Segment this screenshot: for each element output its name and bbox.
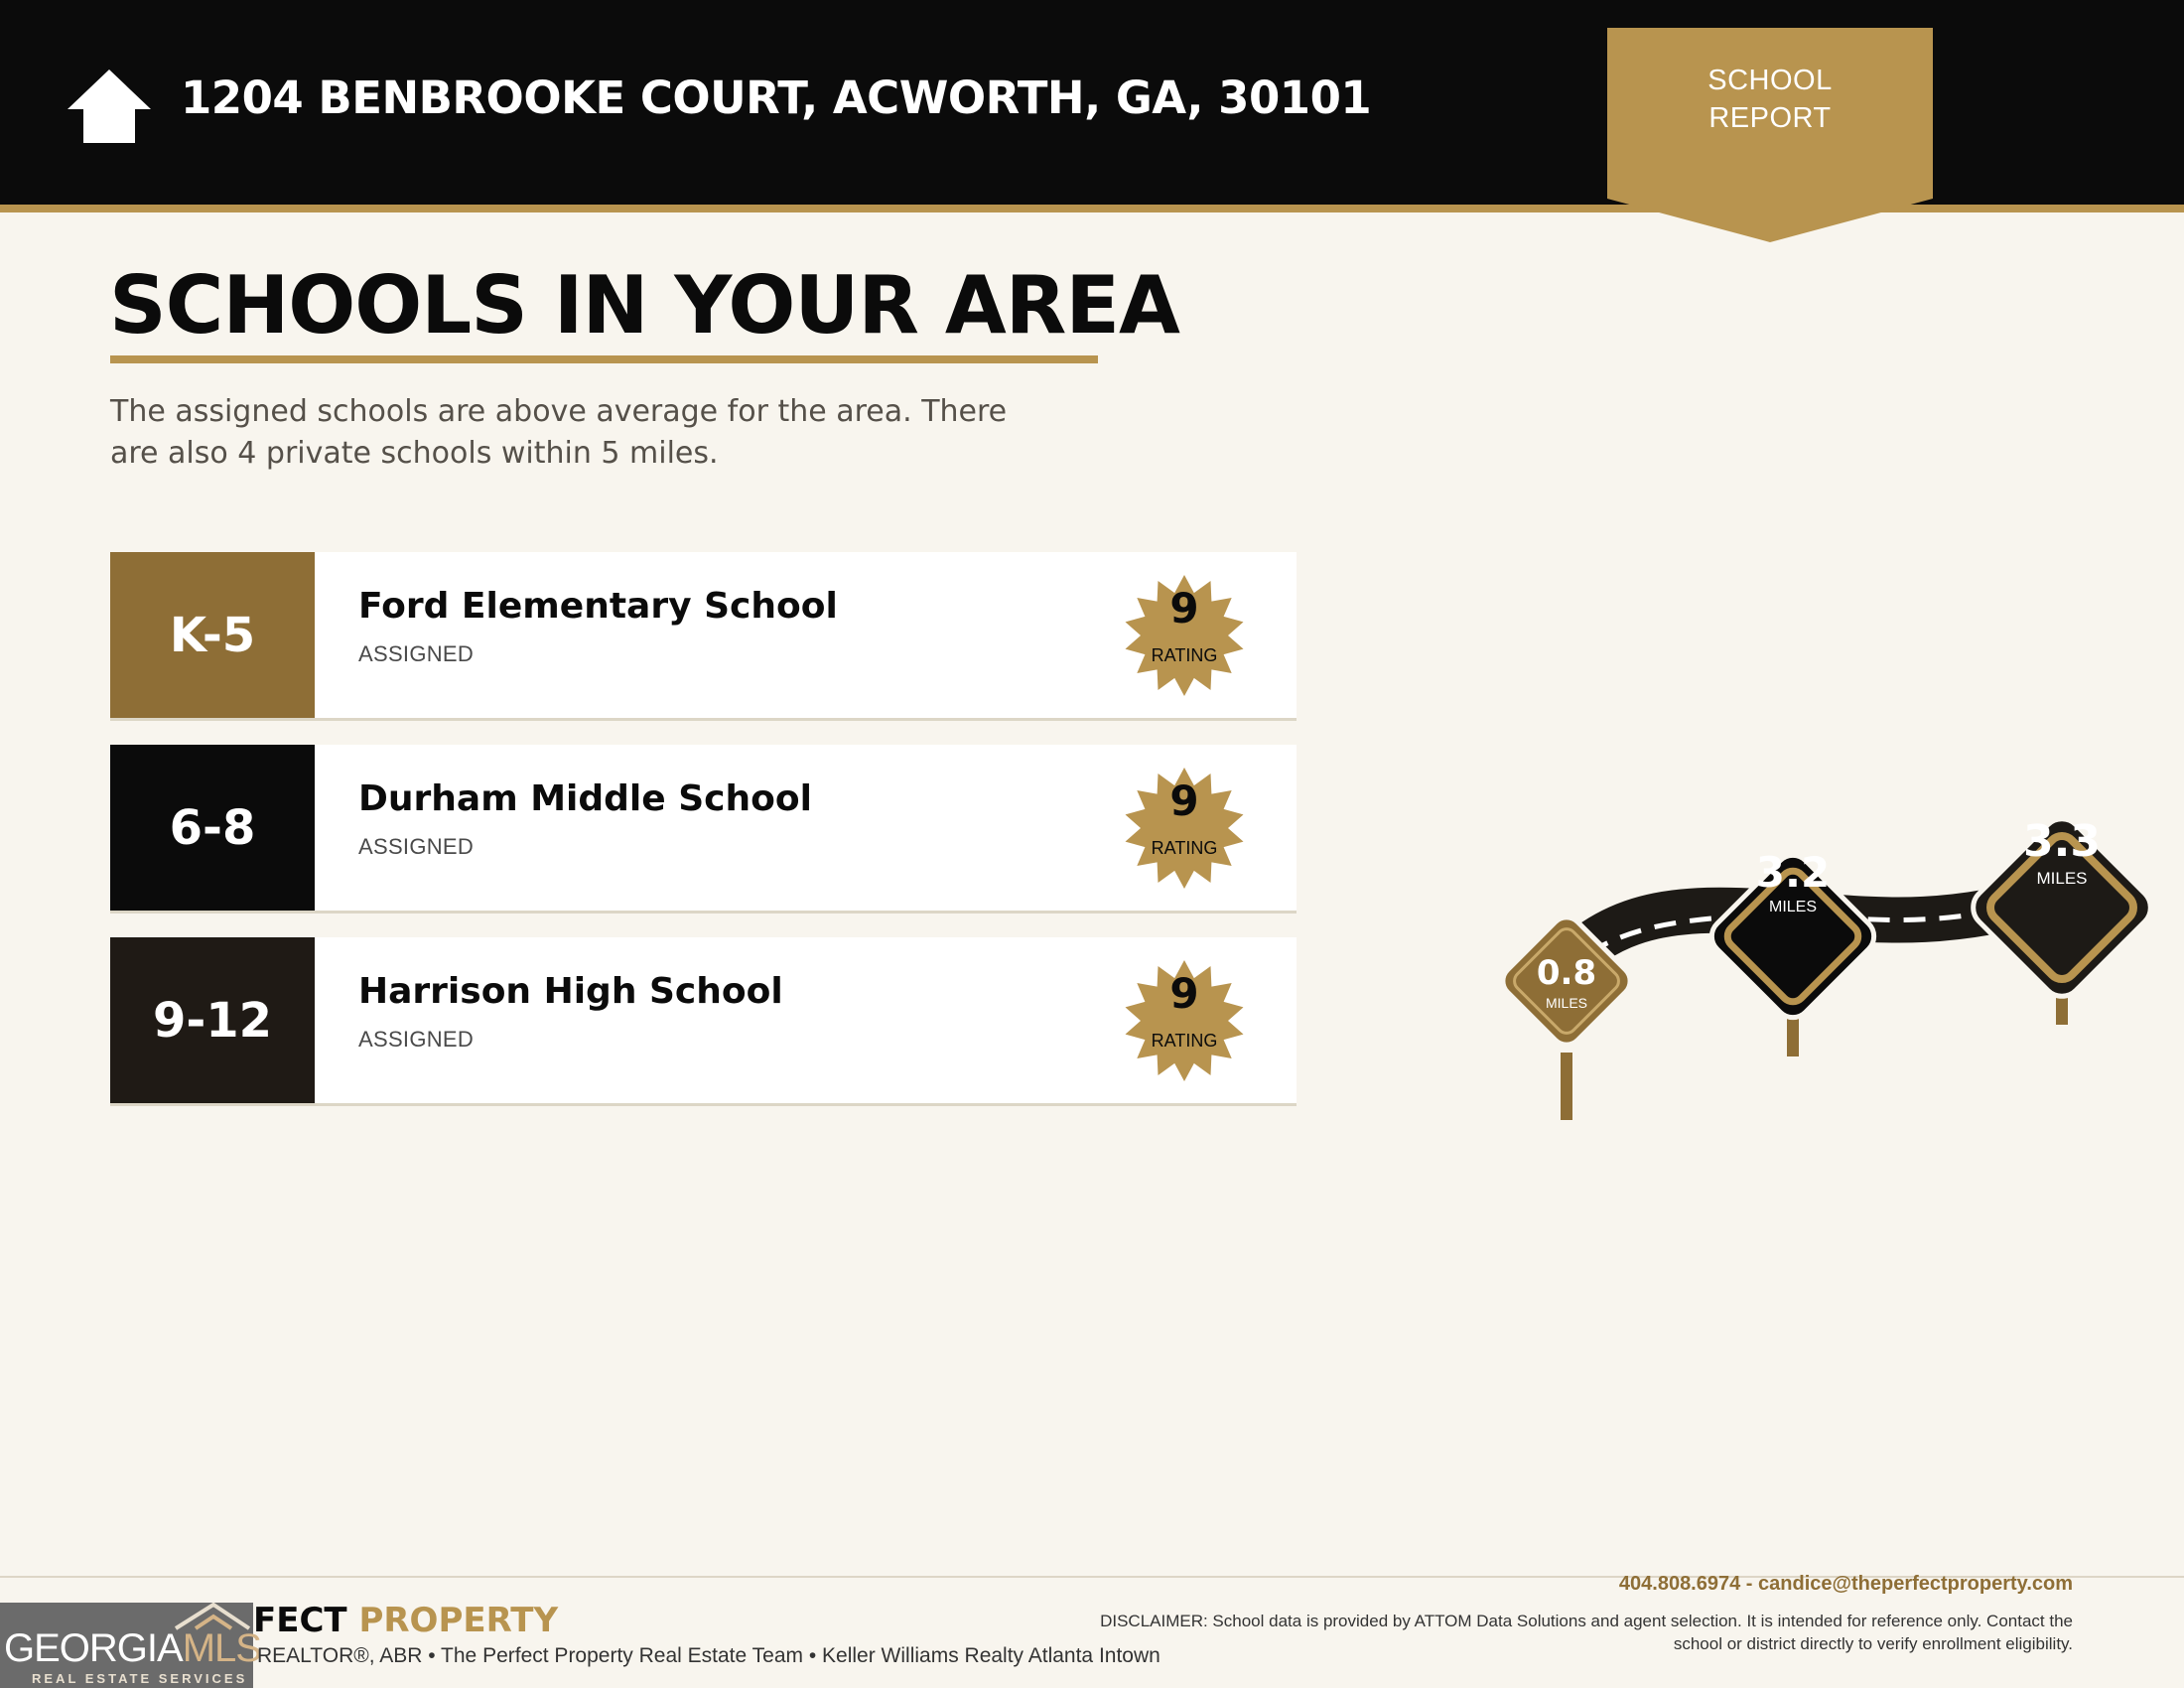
rating-value: 9 bbox=[1169, 969, 1199, 1018]
disclaimer-text: DISCLAIMER: School data is provided by ATTOM Data Solutions and agent selection. It is intended for reference only. Contact the school or district directly to verify enrollment eligibility. bbox=[1100, 1612, 2073, 1653]
distance-label bbox=[2002, 816, 2121, 889]
intro-text: The assigned schools are above average for the area. There are also 4 private schools within 5 miles. bbox=[110, 394, 1008, 471]
grade-range: 6-8 bbox=[110, 745, 315, 911]
distance-value: 0.8 bbox=[1536, 953, 1597, 993]
rating-badge bbox=[1123, 574, 1246, 697]
home-icon bbox=[68, 70, 191, 145]
mls-logo-accent: MLS bbox=[182, 1626, 261, 1670]
distance-unit: MILES bbox=[1768, 899, 1817, 915]
contact-info[interactable]: 404.808.6974 - candice@theperfectproperty.com bbox=[1618, 1573, 2073, 1595]
report-label-line1: SCHOOL bbox=[1707, 65, 1833, 96]
agent-credentials: REALTOR®, ABR • The Perfect Property Real Estate Team • Keller Williams Realty Atlanta Intown bbox=[257, 1644, 1160, 1667]
school-status: ASSIGNED bbox=[358, 1027, 475, 1052]
rating-label: RATING bbox=[1151, 645, 1218, 665]
school-name: Ford Elementary School bbox=[358, 586, 838, 627]
distance-unit: MILES bbox=[1545, 995, 1587, 1011]
distance-value: 3.2 bbox=[1755, 848, 1831, 897]
report-label-line2: REPORT bbox=[1708, 102, 1832, 134]
mls-logo-main: GEORGIA bbox=[4, 1626, 183, 1670]
school-row bbox=[110, 745, 1297, 914]
distance-road-graphic bbox=[1469, 755, 2184, 1152]
school-row bbox=[110, 937, 1297, 1106]
distance-value: 3.3 bbox=[2023, 816, 2101, 867]
title-underline bbox=[110, 355, 1098, 363]
report-label bbox=[1607, 62, 1933, 137]
rating-label: RATING bbox=[1151, 838, 1218, 858]
mls-logo-text bbox=[4, 1626, 261, 1671]
rating-label: RATING bbox=[1151, 1031, 1218, 1051]
grade-range: 9-12 bbox=[110, 937, 315, 1103]
rating-value: 9 bbox=[1169, 776, 1199, 825]
rating-badge bbox=[1123, 767, 1246, 890]
distance-label bbox=[1517, 953, 1616, 1011]
school-status: ASSIGNED bbox=[358, 834, 475, 859]
grade-range: K-5 bbox=[110, 552, 315, 718]
distance-unit: MILES bbox=[2036, 869, 2088, 888]
page-title: SCHOOLS IN YOUR AREA bbox=[109, 259, 1179, 352]
brand-name-main: FECT bbox=[253, 1601, 347, 1640]
school-name: Harrison High School bbox=[358, 971, 783, 1012]
school-name: Durham Middle School bbox=[358, 778, 812, 819]
rating-badge bbox=[1123, 959, 1246, 1082]
school-row bbox=[110, 552, 1297, 721]
school-status: ASSIGNED bbox=[358, 641, 475, 666]
brand-name-accent: PROPERTY bbox=[358, 1601, 559, 1640]
rating-value: 9 bbox=[1169, 584, 1199, 633]
mls-logo-subtitle: REAL ESTATE SERVICES bbox=[32, 1671, 248, 1686]
distance-label bbox=[1733, 848, 1852, 916]
property-address: 1204 BENBROOKE COURT, ACWORTH, GA, 30101 bbox=[181, 71, 1372, 124]
brand-name bbox=[253, 1601, 558, 1640]
georgia-mls-logo bbox=[0, 1603, 261, 1688]
